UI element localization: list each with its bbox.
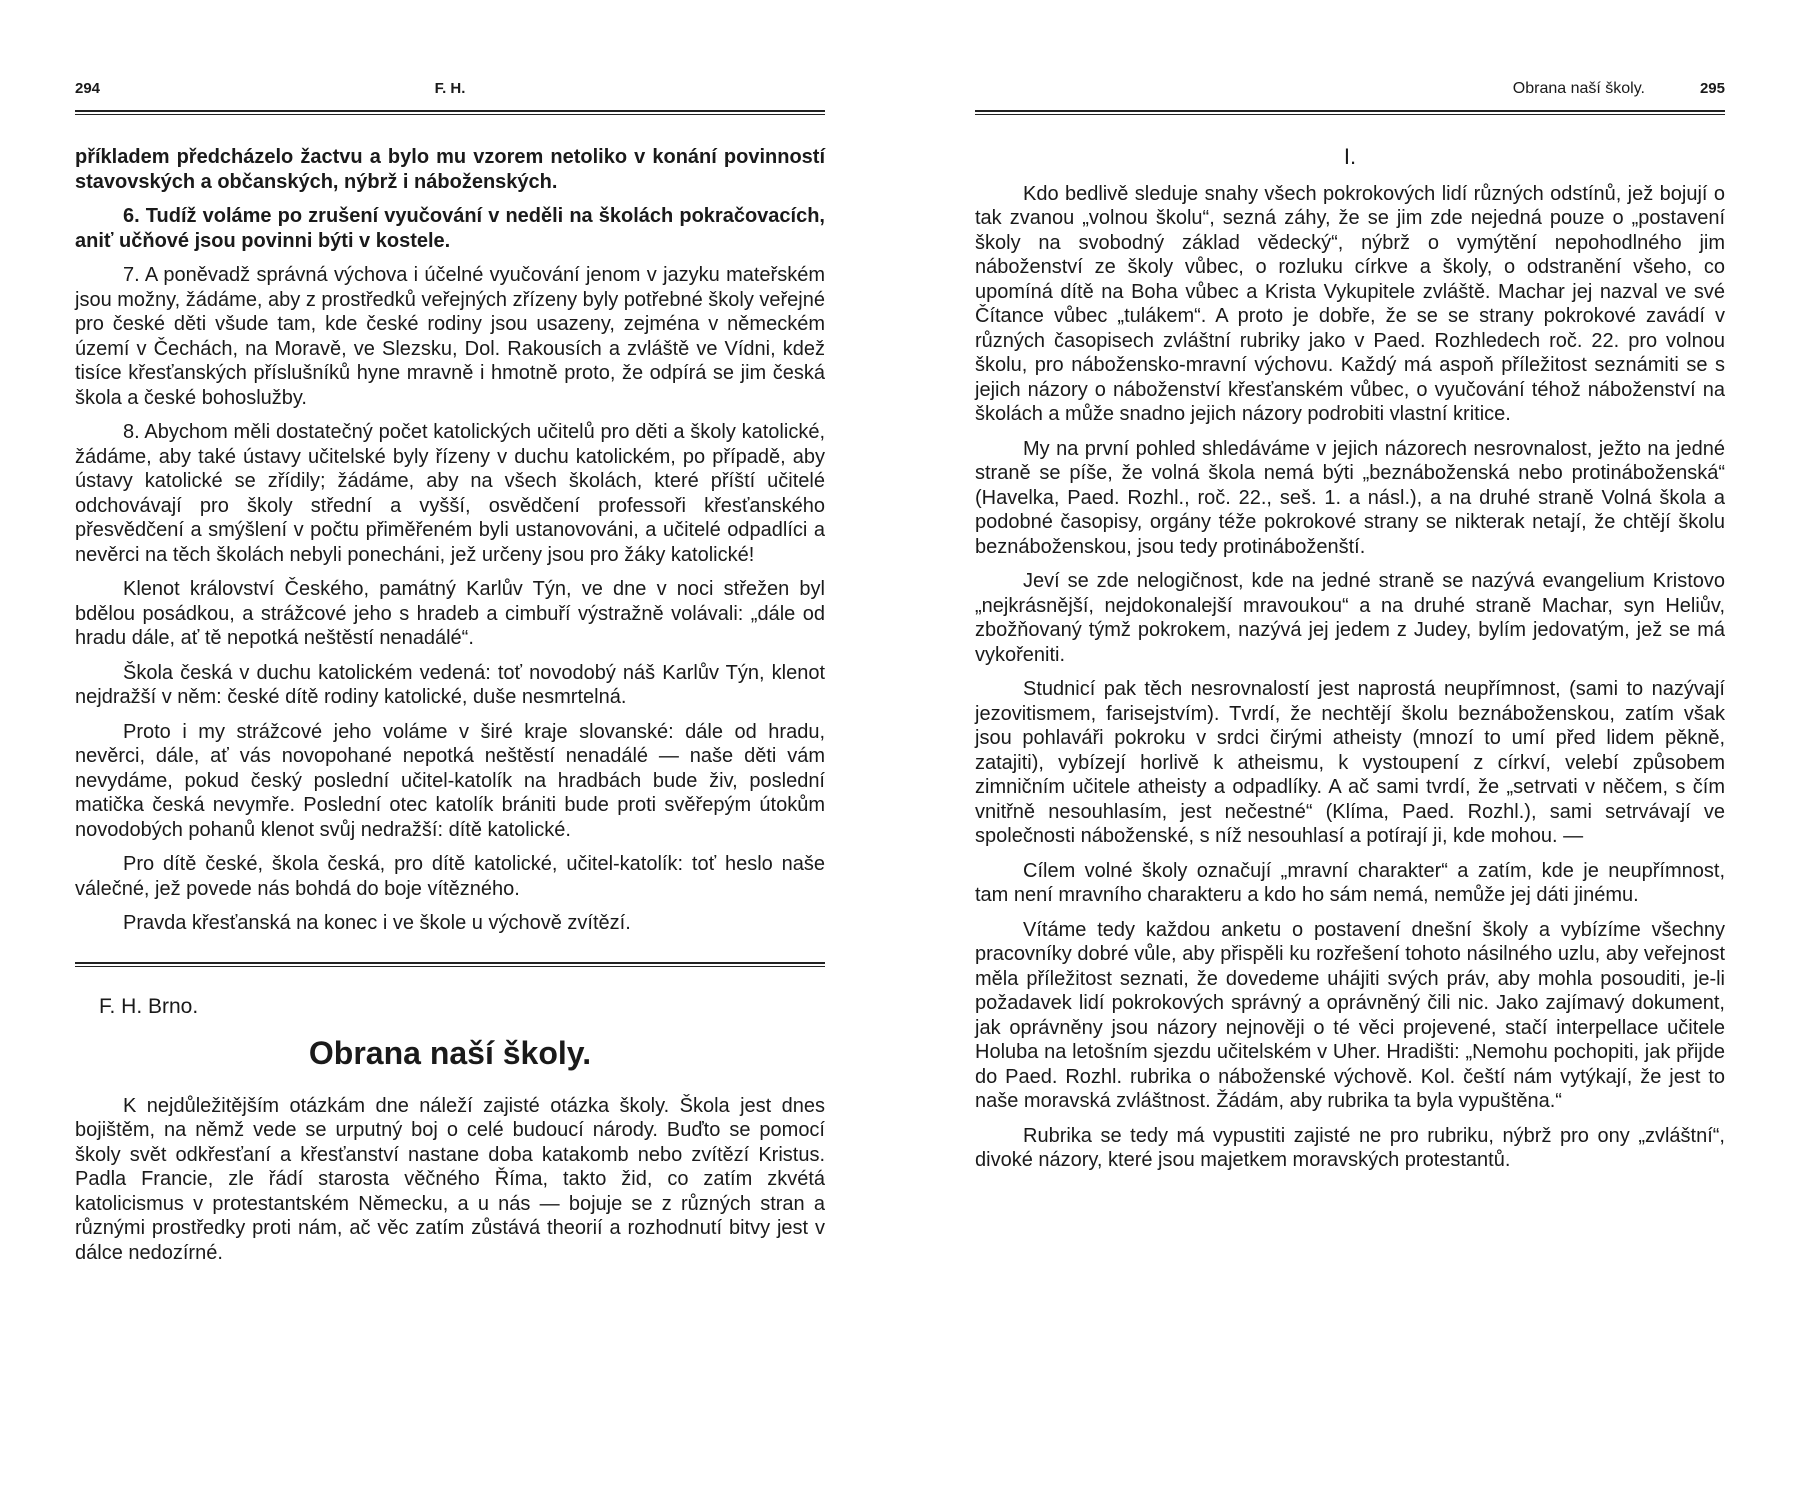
left-body: [75, 145, 825, 1265]
section-number: I.: [1343, 144, 1357, 169]
paragraph: Studnicí pak těch nesrovnalostí jest naprostá neupřímnost, (sami to nazývají jezovitismem, farisejstvím). Tvrdí, že nechtějí školu beznáboženskou, zatím však jsou pohlaváři pokroku v srdci čirými atheisty (mnozí to umí před lidem pěkně, zatajiti), vybízejí horlivě k atheismu, k vystoupení z církví, velebí způsobem zimničním učitele atheisty a odpadlíky. A ač sami tvrdí, že „setrvati v něčem, s čím vnitřně nesouhlasím, jest nečestné“ (Klíma, Paed. Rozhl.), sami setrvávají ve společnosti náboženské, s níž nesouhlasí a potírají ji, kde mohou. —: [975, 678, 1725, 847]
paragraph: Kdo bedlivě sleduje snahy všech pokrokových lidí různých odstínů, jež bojují o tak zvanou „volnou školu“, sezná záhy, že se jim zde nejedná pouze o „postavení školy na svobodný základ vědecký“, nýbrž o vymýtění nepohodlného jim náboženství ze školy vůbec, o rozluku církve a školy, o odstranění všeho, co upomíná dítě na Boha vůbec a Krista Vykupitele zvláště. Machar jej nazval ve své Čítance vůbec „tulákem“. A proto je dobře, že se se strany pokrokové zavádí v různých časopisech zvláštní rubriky jako v Paed. Rozhledech roč. 22. pro volnou školu, pro nábožensko-mravní výchovu. Každý má aspoň příležitost seznámiti se s jejich názory o náboženství křesťanském vůbec, o vyučování téhož náboženství na školách a může snadno jejich názory podrobiti vlastní kritice.: [975, 182, 1725, 425]
paragraph: 8. Abychom měli dostatečný počet katolických učitelů pro děti a školy katolické, žádáme, aby také ústavy učitelské byly řízeny v duchu katolickém, po případě, aby ústavy katolické se zřídily; žádáme, aby na všech školách, které příští učitelé odchovávají pro školy střední a vyšší, osvědčení professoři křesťanského přesvědčení a smýšlení v počtu přiměřeném byli ustanovováni, a učitelé odpadlíci a nevěrci na těch školách nebyli ponecháni, jež určeny jsou pro žáky katolické!: [75, 421, 825, 566]
left-page: [75, 80, 825, 1275]
paragraph: Rubrika se tedy má vypustiti zajisté ne pro rubriku, nýbrž pro ony „zvláštní“, divoké názory, které jsou majetkem moravských protestantů.: [975, 1124, 1725, 1171]
left-running-head: F. H.: [434, 80, 466, 97]
paragraph: 7. A poněvadž správná výchova i účelné vyučování jenom v jazyku mateřském jsou možny, žádáme, aby z prostředků veřejných zřízeny byly potřebné školy veřejné pro české děti všude tam, kde české rodiny jsou usazeny, zejména v německém území v Čechách, na Moravě, ve Slezsku, Dol. Rakousích a zvláště ve Vídni, kdež tisíce křesťanských příslušníků hyne mravně i hmotně proto, že odpírá se jim česká škola a české bohoslužby.: [75, 264, 825, 409]
paragraph: My na první pohled shledáváme v jejich názorech nesrovnalost, ježto na jedné straně se píše, že volná škola nemá býti „beznáboženská nebo protináboženská“ (Havelka, Paed. Rozhl., roč. 22., seš. 1. a násl.), a na druhé straně Volná škola a podobné časopisy, orgány téže pokrokové strany se nikterak netají, že chtějí školu beznáboženskou, jsou tedy protináboženští.: [975, 437, 1725, 558]
left-page-header: [75, 80, 825, 104]
paragraph: Pro dítě české, škola česká, pro dítě katolické, učitel-katolík: toť heslo naše válečné, jež povede nás bohdá do boje vítězného.: [75, 853, 825, 900]
paragraph: Jeví se zde nelogičnost, kde na jedné straně se nazývá evangelium Kristovo „nejkrásnější, nejdokonalejší mravoukou“ a na druhé straně Machar, syn Heliův, zbožňovaný týmž pokrokem, nazývá jej jedem z Judey, bylím jedovatým, jež se má vykořeniti.: [975, 570, 1725, 666]
paragraph: příkladem předcházelo žactvu a bylo mu vzorem netoliko v konání povinností stavovských a občanských, nýbrž i náboženských.: [75, 146, 825, 193]
right-header-rule: [975, 110, 1725, 115]
paragraph: 6. Tudíž voláme po zrušení vyučování v neděli na školách pokračovacích, aniť učňové jsou povinni býti v kostele.: [75, 205, 825, 252]
article-title: Obrana naší školy.: [308, 1035, 592, 1071]
paragraph: Cílem volné školy označují „mravní charakter“ a zatím, kde je neupřímnost, tam není mravního charakteru a kdo ho sám nemá, nemůže jej dáti jinému.: [975, 859, 1725, 906]
right-page-number: 295: [1699, 80, 1725, 97]
paragraph: Proto i my strážcové jeho voláme v širé kraje slovanské: dále od hradu, nevěrci, dále, ať vás novopohané nepotká neštěstí nenadálé — naše děti vám nevydáme, pokud český poslední učitel-katolík na hradbách bude živ, poslední matička česká nevymře. Poslední otec katolík brániti bude proti svěřepým útokům novodobých pohanů klenot svůj nedražší: dítě katolické.: [75, 720, 825, 841]
right-running-head: Obrana naší školy.: [1512, 80, 1645, 97]
byline: F. H. Brno.: [99, 994, 199, 1018]
paragraph: Vítáme tedy každou anketu o postavení dnešní školy a vybízíme všechny pracovníky dobré vůle, aby přispěli ku rozřešení tohoto násilného uzlu, aby veřejnost měla příležitost seznati, že dovedeme uhájiti svých práv, aby mohla posouditi, je-li požadavek lidí pokrokových správný a oprávněný čili nic. Jako zajímavý dokument, jak oprávněny jsou názory nejnověji o té věci projevené, stačí interpellace učitele Holuba na letošním sjezdu učitelském v Uher. Hradišti: „Nemohu pochopiti, jak přijde do Paed. Rozhl. rubrika o náboženské výchově. Kol. čeští nám vytýkají, že jest to naše moravská zvláštnost. Žádám, aby rubrika ta byla vypuštěna.“: [975, 918, 1725, 1112]
left-page-number: 294: [75, 80, 101, 97]
paragraph: Klenot království Českého, památný Karlův Týn, ve dne v noci střežen byl bdělou posádkou, a strážcové jeho s hradeb a cimbuří výstražně volávali: „dále od hradu dále, ať tě nepotká neštěstí nenadálé“.: [75, 578, 825, 649]
right-page: [975, 80, 1725, 1183]
paragraph: Pravda křesťanská na konec i ve škole u výchově zvítězí.: [123, 912, 631, 934]
paragraph: Škola česká v duchu katolickém vedená: toť novodobý náš Karlův Týn, klenot nejdražší v něm: české dítě rodiny katolické, duše nesmrtelná.: [75, 661, 825, 708]
section-separator: [75, 962, 825, 967]
right-page-header: [975, 80, 1725, 104]
left-header-rule: [75, 110, 825, 115]
right-body: [975, 145, 1725, 1173]
article-intro: K nejdůležitějším otázkám dne náleží zajisté otázka školy. Škola jest dnes bojištěm, na němž vede se urputný boj o celé budoucí národy. Buďto se pomocí školy svět odkřesťaní a křesťanství nastane doba katakomb nebo zvítězí Kristus. Padla Francie, zle řádí starosta věčného Říma, takto žid, co zatím zkvétá katolicismus v protestantském Německu, a u nás — bojuje se z různých stran a různými prostředky proti nám, ač věc zatím zůstává theorií a rozhodnutí bitvy jest v dálce nedozírné.: [75, 1094, 825, 1264]
